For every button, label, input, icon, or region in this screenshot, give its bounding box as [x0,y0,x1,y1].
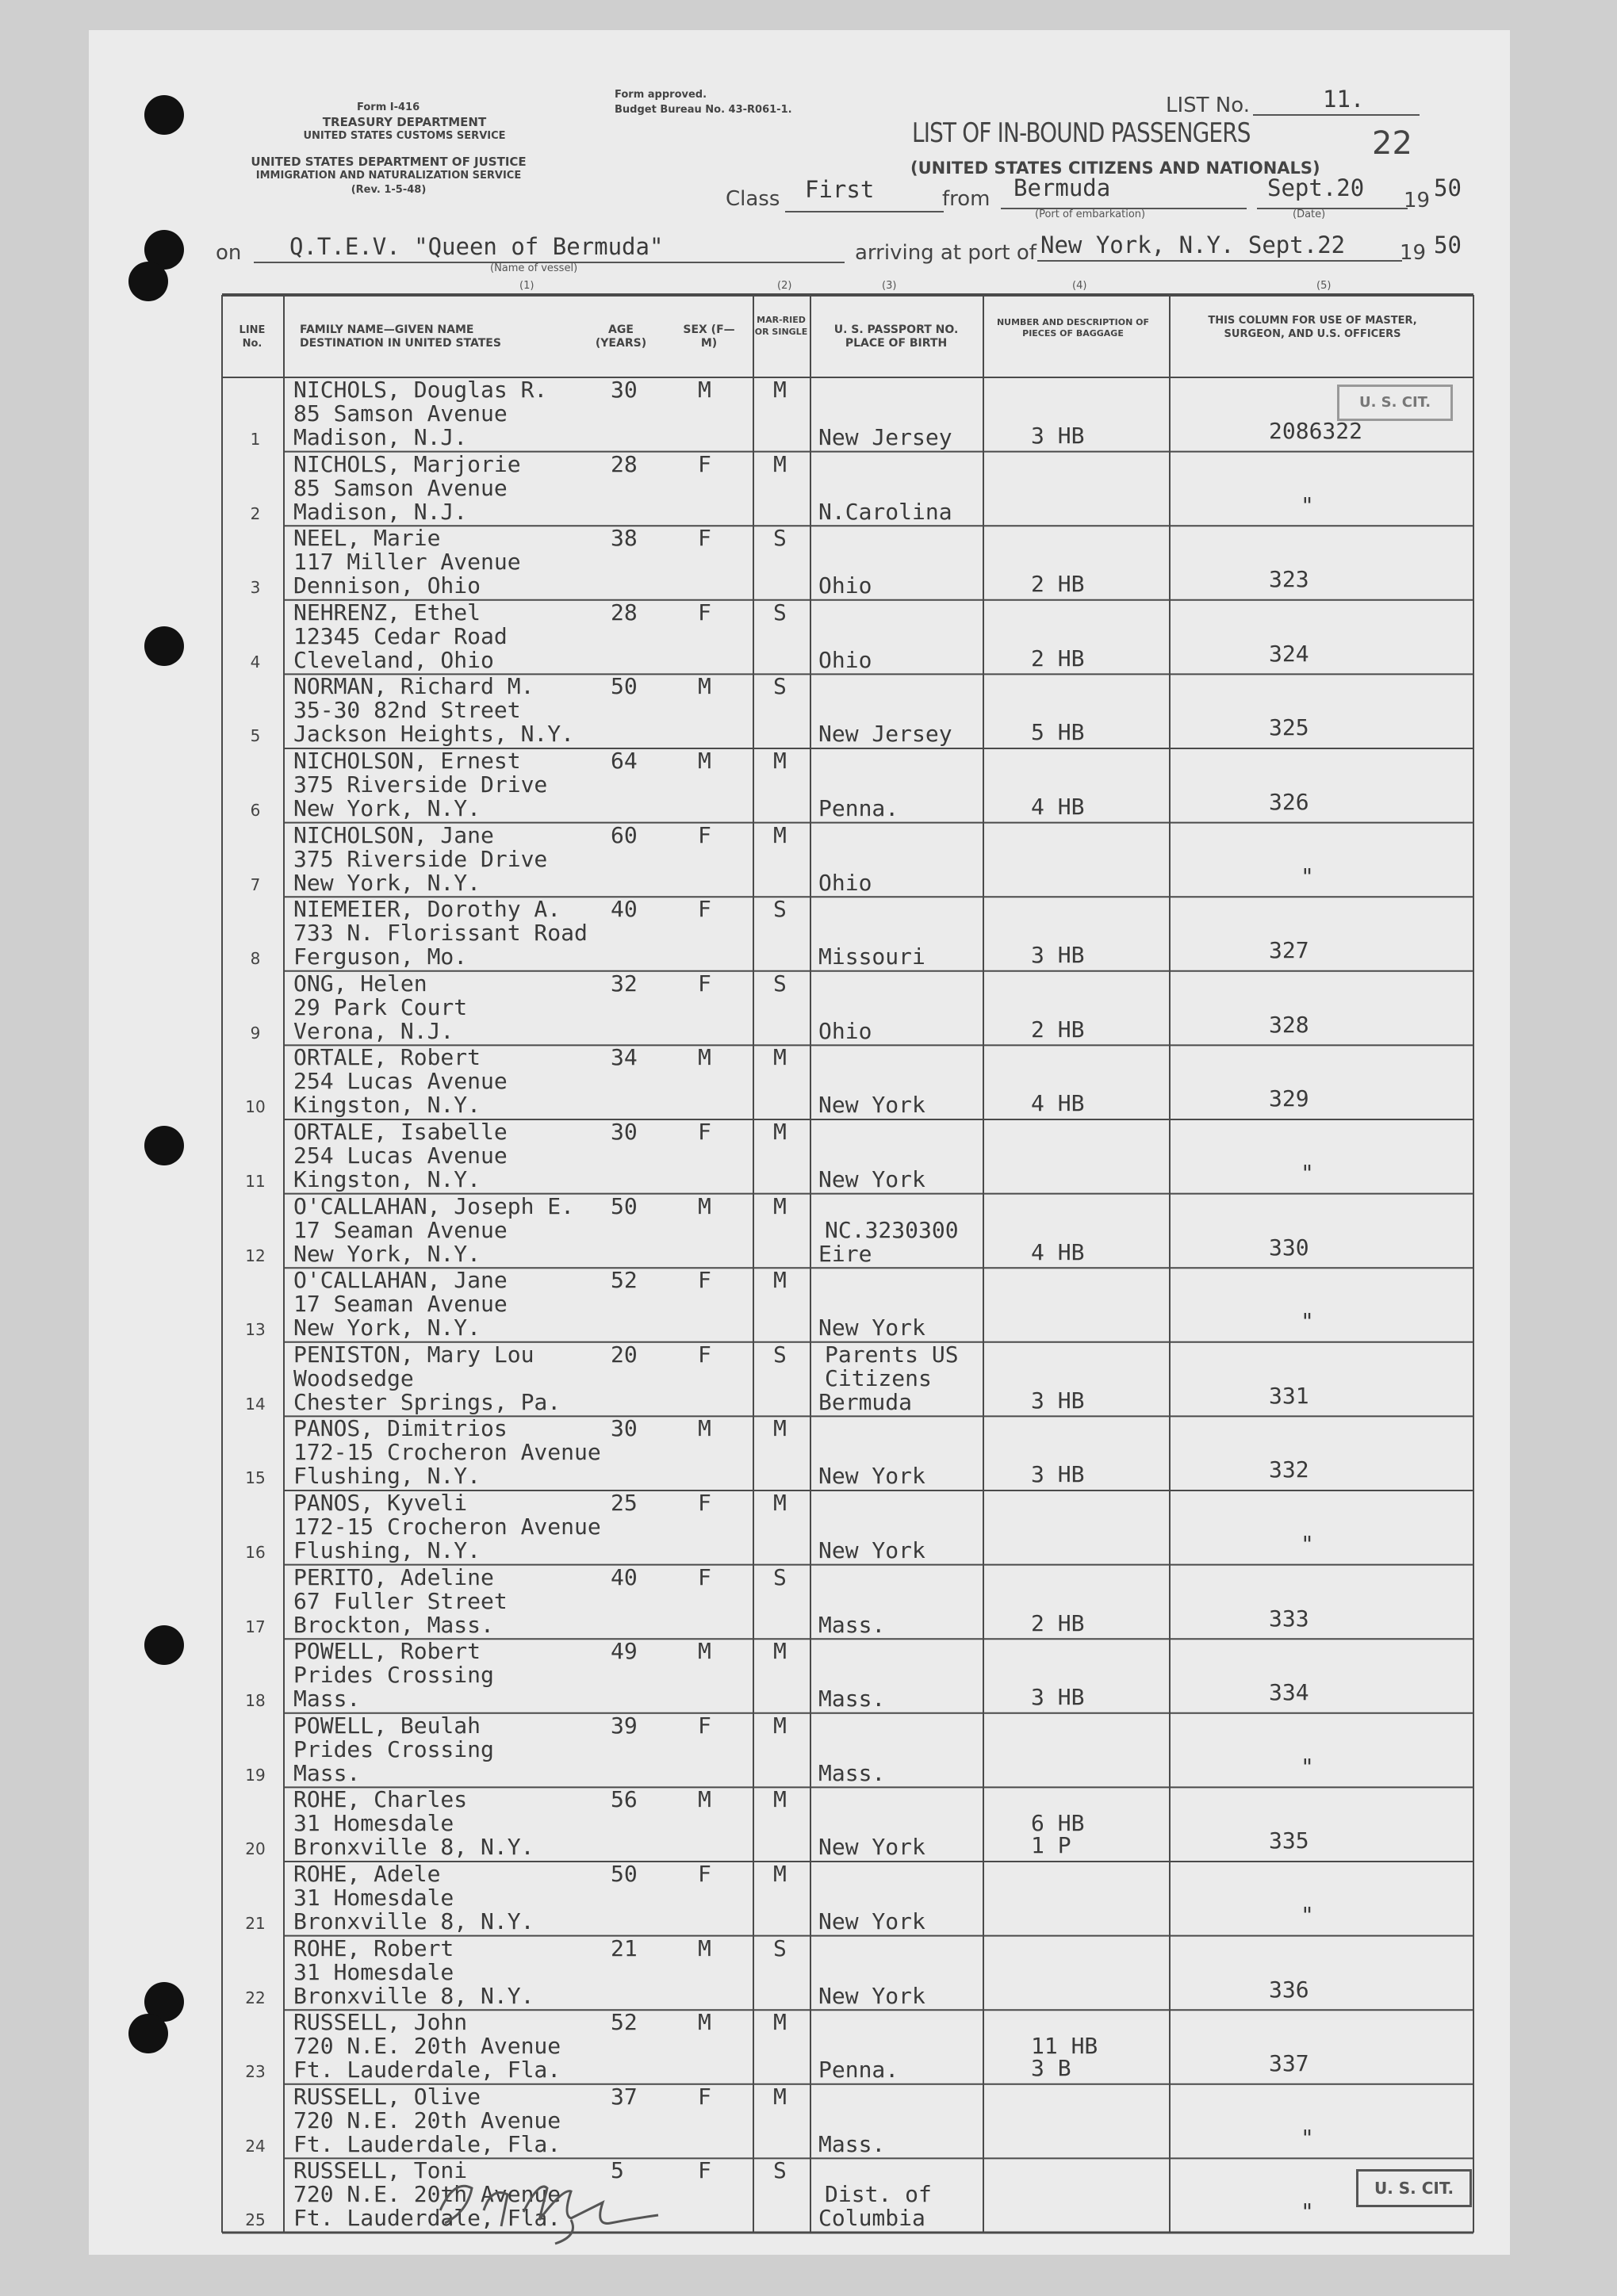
line-number: 25 [245,2210,266,2230]
date-caption: (Date) [1293,209,1326,220]
passenger-city: Ferguson, Mo. [293,943,468,970]
header-officers-use: THIS COLUMN FOR USE OF MASTER, SURGEON, AND U.S. OFFICERS [1208,315,1417,340]
marital-status: M [773,450,787,477]
passenger-age: 52 [611,2009,638,2036]
marital-status: S [773,1934,787,1961]
us-citizen-stamp-bottom: U. S. CIT. [1356,2169,1472,2207]
officer-notation: 326 [1269,789,1309,815]
passenger-sex: M [698,1638,711,1665]
passenger-name: NICHOLSON, Ernest [293,748,521,774]
passenger-sex: M [698,2009,711,2036]
passenger-city: Madison, N.J. [293,498,468,525]
departure-year: 50 [1434,174,1462,201]
passenger-street: Prides Crossing [293,1735,494,1762]
birthplace: Bermuda [818,1388,913,1415]
officer-notation: 329 [1269,1085,1309,1112]
column-number-2: (2) [777,280,792,292]
passport-line-2: NC.3230300 [825,1216,959,1243]
passenger-age: 30 [611,377,638,403]
on-label: on [216,241,242,265]
passenger-city: Ft. Lauderdale, Fla. [293,2057,561,2084]
passenger-sex: M [698,748,711,774]
passenger-name: RUSSELL, John [293,2009,468,2036]
birthplace: Ohio [818,646,872,673]
marital-status: M [773,1638,787,1665]
birthplace: New York [818,1092,925,1119]
passenger-name: PENISTON, Mary Lou [293,1341,535,1368]
passenger-age: 34 [611,1044,638,1071]
passenger-name: RUSSELL, Toni [293,2157,468,2184]
marital-status: M [773,1786,787,1813]
form-approved: Form approved. [615,89,707,101]
passenger-sex: M [698,1415,711,1442]
passport-line-2: Citizens [825,1364,932,1391]
passenger-sex: M [698,673,711,700]
passenger-age: 56 [611,1786,638,1813]
passenger-age: 60 [611,821,638,848]
passenger-age: 64 [611,748,638,774]
officer-notation: 336 [1269,1976,1309,2003]
arrival-year-prefix: 19 [1400,241,1427,265]
passenger-city: Kingston, N.Y. [293,1092,481,1119]
passenger-street: 254 Lucas Avenue [293,1142,508,1169]
passenger-street: 720 N.E. 20th Avenue [293,2033,561,2060]
baggage-line-1: 11 HB [1031,2033,1098,2060]
port-of-embarkation: Bermuda [1013,174,1111,201]
class-label: Class [726,187,780,211]
officer-notation: 325 [1269,714,1309,741]
officer-notation: 334 [1269,1679,1309,1706]
line-number: 18 [245,1691,266,1711]
officer-notation: 323 [1269,566,1309,593]
passenger-name: POWELL, Robert [293,1638,481,1665]
line-number: 1 [250,430,261,449]
birthplace: N.Carolina [818,498,952,525]
baggage-line-2: 5 HB [1031,719,1085,746]
baggage-line-2: 2 HB [1031,571,1085,598]
birthplace: New York [818,1908,925,1934]
line-number: 9 [250,1023,261,1043]
passport-line-2: Dist. of [825,2181,932,2208]
officer-notation: " [1301,2198,1314,2225]
passenger-name: ROHE, Robert [293,1934,454,1961]
birthplace: New York [818,1537,925,1563]
passenger-street: 375 Riverside Drive [293,845,548,872]
birthplace: Ohio [818,572,872,599]
passenger-city: Jackson Heights, N.Y. [293,721,575,748]
officer-notation: 335 [1269,1827,1309,1854]
passenger-age: 30 [611,1119,638,1145]
passenger-sex: F [698,896,711,923]
passenger-name: PANOS, Kyveli [293,1490,468,1516]
passenger-street: 67 Fuller Street [293,1587,508,1614]
marital-status: M [773,1861,787,1887]
passenger-age: 30 [611,1415,638,1442]
marital-status: M [773,1119,787,1145]
passenger-sex: F [698,1712,711,1739]
marital-status: M [773,1044,787,1071]
line-number: 16 [245,1543,266,1562]
passenger-sex: M [698,1786,711,1813]
list-no-label: LIST No. [1166,94,1250,117]
passenger-sex: F [698,525,711,552]
passenger-city: Bronxville 8, N.Y. [293,1834,535,1861]
baggage-line-2: 3 B [1031,2055,1071,2082]
marital-status: M [773,1490,787,1516]
list-subtitle: (UNITED STATES CITIZENS AND NATIONALS) [910,159,1320,178]
birthplace: New Jersey [818,424,952,450]
budget-bureau: Budget Bureau No. 43-R061-1. [615,104,792,116]
marital-status: S [773,673,787,700]
passenger-age: 50 [611,1192,638,1219]
birthplace: New York [818,1166,925,1192]
passenger-street: 172-15 Crocheron Avenue [293,1513,601,1540]
column-number-4: (4) [1072,280,1087,292]
officer-notation: 328 [1269,1011,1309,1038]
marital-status: M [773,377,787,403]
line-number: 14 [245,1394,266,1414]
birthplace: Mass. [818,1759,886,1786]
passenger-city: Ft. Lauderdale, Fla. [293,2130,561,2157]
birthplace: Columbia [818,2205,925,2232]
baggage-line-2: 1 P [1031,1832,1071,1859]
baggage-line-2: 3 HB [1031,1684,1085,1711]
line-number: 5 [250,726,261,746]
vessel-name: Q.T.E.V. "Queen of Bermuda" [289,233,664,260]
passenger-age: 5 [611,2157,624,2184]
officer-notation: " [1301,1308,1314,1335]
passenger-name: NORMAN, Richard M. [293,673,535,700]
marital-status: M [773,748,787,774]
line-number: 21 [245,1914,266,1933]
passenger-age: 38 [611,525,638,552]
passenger-street: 31 Homesdale [293,1958,454,1985]
officer-notation: 2086322 [1269,418,1363,444]
officer-notation: 324 [1269,640,1309,667]
header-sex: SEX (F—M) [683,323,735,350]
officer-notation: " [1301,1902,1314,1928]
passenger-street: 117 Miller Avenue [293,549,521,576]
column-number-1: (1) [519,280,535,292]
passenger-sex: F [698,599,711,626]
column-number-5: (5) [1316,280,1332,292]
passenger-sex: M [698,1934,711,1961]
line-number: 15 [245,1468,266,1488]
marital-status: S [773,1563,787,1590]
passenger-name: NIEMEIER, Dorothy A. [293,896,561,923]
from-label: from [942,187,991,211]
passenger-name: NEEL, Marie [293,525,441,552]
list-no-value: 11. [1323,86,1365,113]
birthplace: Eire [818,1240,872,1267]
marital-status: M [773,2009,787,2036]
passenger-name: ROHE, Charles [293,1786,468,1813]
officer-notation: " [1301,1531,1314,1557]
baggage-line-2: 3 HB [1031,942,1085,969]
passenger-city: Brockton, Mass. [293,1611,494,1638]
column-number-3: (3) [882,280,897,292]
baggage-line-2: 3 HB [1031,423,1085,449]
line-number: 24 [245,2136,266,2156]
treasury-dept: TREASURY DEPARTMENT [322,115,487,129]
officer-notation: " [1301,1160,1314,1186]
line-number: 23 [245,2062,266,2082]
passenger-sex: F [698,1861,711,1887]
passenger-sex: F [698,450,711,477]
passenger-name: NICHOLS, Douglas R. [293,377,548,403]
form-revision: (Rev. 1-5-48) [351,184,427,196]
passenger-name: ORTALE, Robert [293,1044,481,1071]
passenger-city: Flushing, N.Y. [293,1537,481,1563]
header-passport-birthplace: U. S. PASSPORT NO. PLACE OF BIRTH [833,323,959,350]
passenger-name: ONG, Helen [293,970,427,997]
passenger-age: 52 [611,1267,638,1294]
passenger-street: 31 Homesdale [293,1885,454,1911]
birthplace: New Jersey [818,721,952,748]
baggage-line-2: 4 HB [1031,1090,1085,1117]
arrival-year: 50 [1434,232,1462,258]
passenger-street: 17 Seaman Avenue [293,1216,508,1243]
officer-notation: " [1301,1753,1314,1780]
header-baggage: NUMBER AND DESCRIPTION OF PIECES OF BAGGAGE [996,317,1150,339]
passenger-street: 85 Samson Avenue [293,474,508,501]
passenger-age: 21 [611,1934,638,1961]
passenger-age: 50 [611,673,638,700]
officer-notation: 333 [1269,1605,1309,1632]
arriving-label: arriving at port of [855,241,1036,265]
passenger-city: New York, N.Y. [293,795,481,821]
baggage-line-2: 2 HB [1031,645,1085,672]
line-number: 7 [250,874,261,894]
passenger-street: 375 Riverside Drive [293,771,548,798]
passenger-name: O'CALLAHAN, Joseph E. [293,1192,575,1219]
line-number: 4 [250,652,261,672]
birthplace: New York [818,1834,925,1861]
line-number: 17 [245,1617,266,1636]
passenger-age: 28 [611,599,638,626]
baggage-line-2: 4 HB [1031,1238,1085,1265]
passenger-city: Bronxville 8, N.Y. [293,1982,535,2009]
passenger-city: Ft. Lauderdale, Fla. [293,2205,561,2232]
officer-notation: 330 [1269,1234,1309,1261]
us-citizen-stamp-top: U. S. CIT. [1337,385,1453,421]
passenger-street: 35-30 82nd Street [293,697,521,724]
line-number: 22 [245,1988,266,2007]
passenger-name: O'CALLAHAN, Jane [293,1267,508,1294]
marital-status: S [773,1341,787,1368]
officer-notation: " [1301,492,1314,519]
passenger-city: Verona, N.J. [293,1017,454,1044]
passenger-street: 17 Seaman Avenue [293,1291,508,1318]
baggage-line-2: 2 HB [1031,1609,1085,1636]
header-married-single: MAR-RIED OR SINGLE [754,315,808,337]
passenger-city: Cleveland, Ohio [293,646,494,673]
passenger-sex: F [698,1119,711,1145]
passenger-sex: F [698,1490,711,1516]
passenger-age: 40 [611,1563,638,1590]
passenger-street: Prides Crossing [293,1662,494,1689]
passenger-sex: M [698,1044,711,1071]
marital-status: S [773,599,787,626]
passenger-name: PANOS, Dimitrios [293,1415,508,1442]
birthplace: Penna. [818,2057,899,2084]
passenger-age: 20 [611,1341,638,1368]
passenger-city: Flushing, N.Y. [293,1463,481,1490]
passenger-age: 32 [611,970,638,997]
passenger-sex: F [698,1267,711,1294]
birthplace: Mass. [818,1686,886,1712]
passenger-sex: M [698,377,711,403]
line-number: 19 [245,1765,266,1785]
marital-status: S [773,896,787,923]
passenger-city: Dennison, Ohio [293,572,481,599]
baggage-line-1: 6 HB [1031,1810,1085,1837]
birthplace: New York [818,1463,925,1490]
line-number: 13 [245,1320,266,1340]
passenger-name: NICHOLSON, Jane [293,821,494,848]
passenger-age: 25 [611,1490,638,1516]
passenger-sex: F [698,2157,711,2184]
marital-status: M [773,1192,787,1219]
departure-year-prefix: 19 [1404,189,1431,212]
vessel-caption: (Name of vessel) [490,262,578,274]
passenger-city: Mass. [293,1759,361,1786]
passenger-city: New York, N.Y. [293,869,481,896]
passport-line-1: Parents US [825,1341,959,1368]
marital-status: M [773,1415,787,1442]
passenger-street: Woodsedge [293,1364,414,1391]
line-number: 6 [250,801,261,820]
form-number: Form I-416 [357,101,420,113]
passenger-name: ROHE, Adele [293,1861,441,1887]
baggage-line-2: 4 HB [1031,794,1085,820]
class-value: First [805,176,875,203]
passenger-sex: F [698,821,711,848]
line-number: 8 [250,949,261,969]
officer-notation: 332 [1269,1456,1309,1483]
passenger-street: 733 N. Florissant Road [293,920,588,947]
passenger-sex: F [698,1341,711,1368]
passenger-street: 254 Lucas Avenue [293,1068,508,1095]
birthplace: New York [818,1314,925,1341]
birthplace: Missouri [818,943,925,970]
passenger-sex: F [698,2083,711,2110]
passenger-age: 50 [611,1861,638,1887]
passenger-name: POWELL, Beulah [293,1712,481,1739]
marital-status: M [773,1712,787,1739]
passenger-city: Chester Springs, Pa. [293,1388,561,1415]
officer-notation: 327 [1269,937,1309,964]
passenger-street: 172-15 Crocheron Avenue [293,1439,601,1466]
justice-dept: UNITED STATES DEPARTMENT OF JUSTICE [251,155,527,169]
passenger-street: 720 N.E. 20th Avenue [293,2181,561,2208]
passenger-name: PERITO, Adeline [293,1563,494,1590]
passenger-city: Kingston, N.Y. [293,1166,481,1192]
list-title: LIST OF IN-BOUND PASSENGERS [912,117,1251,149]
passenger-age: 39 [611,1712,638,1739]
passenger-city: Madison, N.J. [293,424,468,450]
line-number: 12 [245,1246,266,1265]
marital-status: S [773,970,787,997]
passenger-name: RUSSELL, Olive [293,2083,481,2110]
arrival-port-date: New York, N.Y. Sept.22 [1040,232,1346,258]
birthplace: Mass. [818,2130,886,2157]
marital-status: M [773,1267,787,1294]
passenger-street: 720 N.E. 20th Avenue [293,2107,561,2133]
passenger-street: 29 Park Court [293,993,468,1020]
baggage-line-2: 3 HB [1031,1387,1085,1414]
header-line-no: LINE No. [239,324,266,350]
line-number: 20 [245,1839,266,1859]
line-number: 2 [250,503,261,523]
marital-status: M [773,2083,787,2110]
passenger-street: 12345 Cedar Road [293,622,508,649]
officer-notation: 331 [1269,1382,1309,1409]
port-caption: (Port of embarkation) [1035,209,1146,220]
page-number: 22 [1372,125,1412,162]
passenger-city: Bronxville 8, N.Y. [293,1908,535,1934]
passenger-city: New York, N.Y. [293,1240,481,1267]
line-number: 11 [245,1172,266,1191]
passenger-age: 40 [611,896,638,923]
departure-date: Sept.20 [1267,174,1365,201]
passenger-street: 31 Homesdale [293,1810,454,1837]
passenger-age: 28 [611,450,638,477]
passenger-sex: F [698,1563,711,1590]
marital-status: S [773,525,787,552]
passenger-sex: M [698,1192,711,1219]
passenger-name: ORTALE, Isabelle [293,1119,508,1145]
officer-notation: 337 [1269,2050,1309,2077]
customs-service: UNITED STATES CUSTOMS SERVICE [303,130,506,142]
passenger-name: NEHRENZ, Ethel [293,599,481,626]
passenger-city: Mass. [293,1686,361,1712]
header-name-destination: FAMILY NAME—GIVEN NAME DESTINATION IN UNITED STATES [300,323,501,350]
officer-notation: " [1301,863,1314,890]
line-number: 10 [245,1097,266,1117]
birthplace: New York [818,1982,925,2009]
line-number: 3 [250,578,261,598]
passenger-age: 49 [611,1638,638,1665]
passenger-age: 37 [611,2083,638,2110]
birthplace: Ohio [818,869,872,896]
baggage-line-2: 3 HB [1031,1461,1085,1488]
ins-service: IMMIGRATION AND NATURALIZATION SERVICE [255,170,522,182]
officer-notation: " [1301,2124,1314,2151]
passenger-city: New York, N.Y. [293,1314,481,1341]
birthplace: Ohio [818,1017,872,1044]
passenger-name: NICHOLS, Marjorie [293,450,521,477]
passenger-sex: F [698,970,711,997]
birthplace: Mass. [818,1611,886,1638]
header-age: AGE (YEARS) [595,323,647,350]
marital-status: S [773,2157,787,2184]
baggage-line-2: 2 HB [1031,1016,1085,1043]
birthplace: Penna. [818,795,899,821]
marital-status: M [773,821,787,848]
passenger-street: 85 Samson Avenue [293,400,508,427]
